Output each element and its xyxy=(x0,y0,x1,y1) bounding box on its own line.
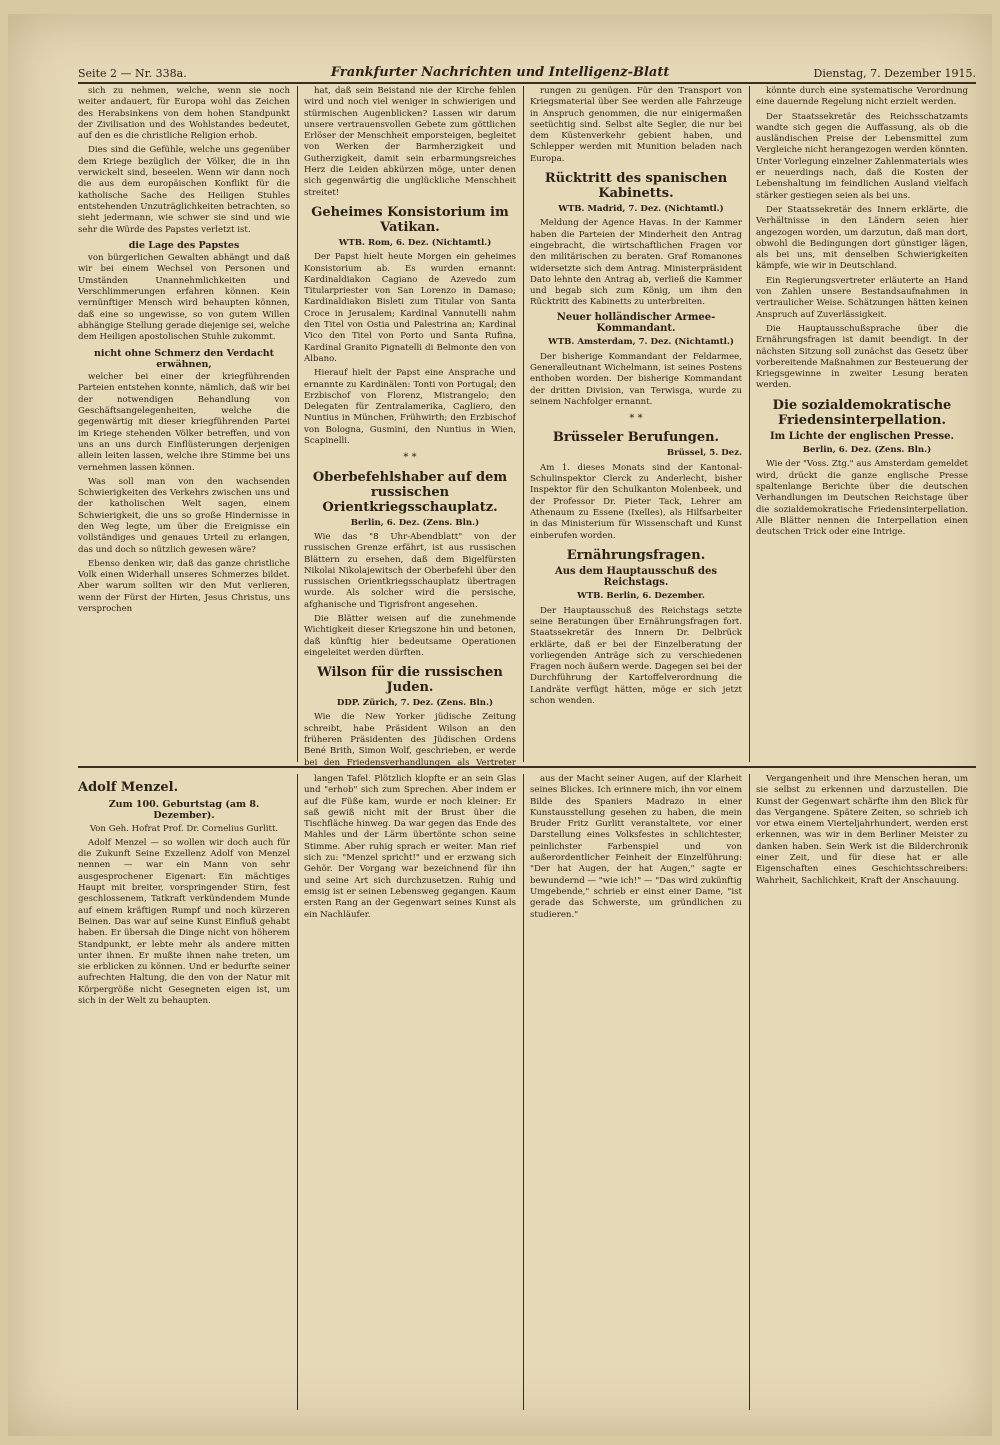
page-masthead xyxy=(78,58,976,84)
column-rule xyxy=(749,774,750,1410)
menzel-column-2 xyxy=(304,774,516,1414)
column-2 xyxy=(304,86,516,766)
dateline: DDP. Zürich, 7. Dez. (Zens. Bln.) xyxy=(336,698,494,709)
paragraph: Dies sind die Gefühle, welche uns gegenüber dem Kriege bezüglich der Völker, die in ihn verwickelt sind, beseelen. Wenn wir dann noch die aus dem europäischen Konflikt für die katholische Sache des Heiligen Stuhles entstehenden Unzuträglichkeiten betrachten, so sieht jedermann, wie schwer sie sind und wie sehr die Würde des Papstes verletzt ist. xyxy=(78,145,290,235)
paragraph: Ebenso denken wir, daß das ganze christliche Volk einen Widerhall unseres Schmerzes bildet. Aber warum sollten wir den Mut verlieren, wenn der Fürst der Hirten, Jesus Christus, uns versprochen xyxy=(78,558,290,615)
menzel-column-1 xyxy=(78,774,290,1414)
newspaper-name: Frankfurter Nachrichten und Intelligenz-Blatt xyxy=(330,65,670,80)
paragraph: welcher bei einer der kriegführenden Parteien entstehen konnte, nämlich, daß wir bei der notwendigen Behandlung von Geschäftsangelegenheiten, welche die gegenwärtig mit dieser kriegführenden Partei im Kriege stehenden Völker betreffen, und von uns an uns durch Einflüsterungen derjenigen allein leiten lassen, welche ihre Stimme bei uns vernehmen lassen können. xyxy=(78,372,290,473)
paragraph: könnte durch eine systematische Verordnung eine dauernde Regelung nicht erzielt werden. xyxy=(756,86,968,108)
menzel-author: Von Geh. Hofrat Prof. Dr. Cornelius Gurlitt. xyxy=(89,823,279,834)
subheading: die Lage des Papstes xyxy=(128,239,240,251)
paragraph: Wie das "8 Uhr-Abendblatt" von der russischen Grenze erfährt, ist aus russischen Blättern zu ersehen, daß dem Bigelfürsten Nikolai Nikolajewitsch der Oberbefehl über den russischen Orientkriegsschauplatz übertragen wurde. Als solcher wird die persische, afghanische und Tigrisfront angesehen. xyxy=(304,531,516,610)
dateline: WTB. Madrid, 7. Dez. (Nichtamtl.) xyxy=(558,204,724,215)
paragraph: Der Staatssekretär des Reichsschatzamts wandte sich gegen die Auffassung, als ob die ausländischen Preise der Lebensmittel zum Vergleiche nicht herangezogen werden könnten. Unter Vorlegung einzelner Zahlenmaterials wies er neuerdings nach, daß die Kosten der Lebenshaltung im feindlichen Ausland vielfach stärker gestiegen seien als bei uns. xyxy=(756,111,968,201)
paragraph: Adolf Menzel — so wollen wir doch auch für die Zukunft Seine Exzellenz Adolf von Menzel nennen — war ein Mann von sehr ausgesprochener Eigenart: Ein mächtiges Haupt mit breiter, vorspringender Stirn, fest geschlossenem, Tatkraft verkündendem Munde auf einem kräftigen Rumpf und noch kürzeren Beinen. Das war auf seine Kunst Einfluß gehabt haben. Er übersah die Dinge nicht von höherem Standpunkt, er lebte mehr als andere mitten unter ihnen. Er mußte ihnen nahe treten, um sie erblicken zu können. Und er bedurfte seiner aufrechten Haltung, die den von der Natur mit Körpergröße nicht Gesegneten eigen ist, um sich in der Welt zu behaupten. xyxy=(78,837,290,1007)
column-3 xyxy=(530,86,742,766)
menzel-title: Adolf Menzel. xyxy=(78,780,179,795)
paragraph: Was soll man von den wachsenden Schwierigkeiten des Verkehrs zwischen uns und der katholischen Welt sagen, einem Schwierigkeit, die uns so große Hindernisse in den Weg legte, um über die Ereignisse ein vollständiges und genaues Urteil zu erlangen, das und doch so nützlich gewesen wäre? xyxy=(78,476,290,555)
menzel-column-4 xyxy=(756,774,968,1414)
paragraph: Der Staatssekretär des Innern erklärte, die Verhältnisse in den Ländern seien hier angezogen worden, um darzutun, daß man dort, obwohl die Bedingungen dort günstiger lägen, als bei uns, mit denselben Schwierigkeiten kämpfe, wie wir in Deutschland. xyxy=(756,204,968,272)
separator: * * xyxy=(629,413,643,425)
paragraph: von bürgerlichen Gewalten abhängt und daß wir bei einem Wechsel von Personen und Umständen Unannehmlichkeiten und Verschlimmerungen erfahren können. Kein vernünftiger Mensch wird behaupten können, daß eine so ungewisse, so von gutem Willen abhängige Stellung gerade diejenige sei, welche dem Heiligen apostolischen Stuhle zukommt. xyxy=(78,253,290,343)
paragraph: Der Papst hielt heute Morgen ein geheimes Konsistorium ab. Es wurden ernannt: Kardinaldiakon Cagiano de Azevedo zum Titularpriester von San Lorenzo in Damaso; Kardinaldiakon Bisleti zum Titular von Santa Croce in Jerusalem; Kardinal Vannutelli nahm den Titel von Ostia und Palestrina an; Kardinal Vico den Titel von Porto und Santa Rufina, Kardinal Granito Pignatelli di Belmonte den von Albano. xyxy=(304,252,516,364)
paragraph: aus der Macht seiner Augen, auf der Klarheit seines Blickes. Ich erinnere mich, ihn vor einem Bilde des Spaniers Madrazo in einer Kunstausstellung gesehen zu haben, die mein Bruder Fritz Gurlitt veranstaltete, vor einer Darstellung eines Volksfestes in schlichtester, peinlichster Farbenspiel und von außerordentlicher Feinheit der Einzelführung: "Der hat Augen, der hat Augen," sagte er bewundernd — "wie ich!" — "Das wird zukünftig Umgebende," schrieb er einst einer Dame, "ist gerade das Schwerste, um gründlichen zu studieren." xyxy=(530,774,742,920)
column-rule xyxy=(523,86,524,762)
paragraph: Die Blätter weisen auf die zunehmende Wichtigkeit dieser Kriegszone hin und betonen, daß künftig hier bedeutsame Operationen eingeleitet werden dürften. xyxy=(304,613,516,658)
menzel-column-3 xyxy=(530,774,742,1414)
dateline: WTB. Rom, 6. Dez. (Nichtamtl.) xyxy=(338,237,492,248)
headline-armee-kommandant: Neuer holländischer Armee-Kommandant. xyxy=(556,311,716,335)
paragraph: Hierauf hielt der Papst eine Ansprache und ernannte zu Kardinälen: Tonti von Portugal; den Erzbischof von Florenz, Mistrangelo; den Delegaten für Zentralamerika, Cagliero, den Nuntius in München, Frühwirth; den Erzbischof von Bologna, Gusmini, den Nuntius in Wien, Scapinelli. xyxy=(304,368,516,447)
paragraph: Wie die New Yorker jüdische Zeitung schreibt, habe Präsident Wilson an den früheren Präsidenten des Jüdischen Ordens Bené Brith, Simon Wolf, geschrieben, er werde bei den Friedensverhandlungen als Vertreter xyxy=(304,712,516,766)
paragraph: Ein Regierungsvertreter erläuterte an Hand von Zahlen unsere Bestandsaufnahmen in vertraulicher Weise. Schätzungen hätten keinen Anspruch auf Zuverlässigkeit. xyxy=(756,275,968,320)
paragraph: hat, daß sein Beistand nie der Kirche fehlen wird und noch viel weniger in schwierigen und stürmischen Augenblicken? Lassen wir darum unsere vertrauensvollen Gebete zum göttlichen Erlöser der Menschheit emporsteigen, begleitet von Werken der Barmherzigkeit und Gutherzigkeit, damit sein erbarmungsreiches Herz die Leiden abkürzen möge, unter denen sich gegenwärtig die unglückliche Menschheit streitet! xyxy=(304,86,516,198)
subheadline-ernaehrung: Aus dem Hauptausschuß des Reichstags. xyxy=(554,565,718,589)
paragraph: Die Hauptausschußsprache über die Ernährungsfragen ist damit beendigt. In der nächsten Sitzung soll zunächst das Gesetz über vorbereitende Maßnahmen zur Besteuerung der Kriegsgewinne in zweiter Lesung beraten werden. xyxy=(756,323,968,391)
column-rule xyxy=(749,86,750,762)
column-1 xyxy=(78,86,290,766)
paragraph: rungen zu genügen. Für den Transport von Kriegsmaterial über See werden alle Fahrzeuge in Anspruch genommen, die nur einigermaßen seetüchtig sind. Selbst alte Segler, die nur bei dem Küstenverkehr gebient haben, und Schlepper werden mit Munition beladen nach Europa. xyxy=(530,86,742,164)
headline-berufungen: Brüsseler Berufungen. xyxy=(552,430,720,446)
headline-konsistorium: Geheimes Konsistorium im Vatikan. xyxy=(311,204,509,235)
issue-date: Dienstag, 7. Dezember 1915. xyxy=(813,67,976,80)
paragraph: Vergangenheit und ihre Menschen heran, um sie selbst zu erkennen und darzustellen. Die Kunst der Gegenwart schärfte ihm den Blick für das Vergangene. Spätere Zeiten, so schrieb ich vor etwa einem Vierteljahrhundert, werden erst erkennen, was wir in dem Berliner Meister zu danken haben. Sein Werk ist die Bilderchronik einer Zeit, und für diese hat er alle Eigenschaften eines Geschichtsschreibers: Wahrheit, Sachlichkeit, Kraft der Anschauung. xyxy=(756,774,968,886)
headline-oberbefehlshaber: Oberbefehlshaber auf dem russischen Orientkriegsschauplatz. xyxy=(312,469,508,515)
column-rule xyxy=(297,86,298,762)
headline-friedensinterpellation: Die sozialdemokratische Friedensinterpellation. xyxy=(772,397,952,428)
paragraph: Der Hauptausschuß des Reichstags setzte seine Beratungen über Ernährungsfragen fort. Staatssekretär des Innern Dr. Delbrück erklärte, daß er bei der Einzelberatung der vorliegenden Anträge sich zu verschiedenen Fragen noch äußern werde. Dagegen sei bei der Durchführung der Kartoffelverordnung die Landräte verfügt hätten, möge er sich jetzt schon wenden. xyxy=(530,605,742,707)
dateline: Brüssel, 5. Dez. xyxy=(666,448,742,459)
headline-ruecktritt: Rücktritt des spanischen Kabinetts. xyxy=(544,171,728,202)
column-rule xyxy=(523,774,524,1410)
paragraph: Meldung der Agence Havas. In der Kammer haben die Parteien der Minderheit den Antrag eingebracht, die wirtschaftlichen Fragen vor den militärischen zu beraten. Graf Romanones widersetzte sich dem Antrag. Ministerpräsident Dato lehnte den Antrag ab, verließ die Kammer und begab sich zum König, um ihm den Rücktritt des Kabinetts zu unterbreiten. xyxy=(530,218,742,308)
feuilleton-rule xyxy=(78,766,976,768)
separator: * * xyxy=(403,452,417,464)
paragraph: Am 1. dieses Monats sind der Kantonal-Schulinspektor Clerck zu Anderlecht, bisher Inspektor für den Schulkanton Molenbeek, und der Professor Dr. Pieter Tack, Lehrer am Athenaum zu Essene (Ixelles), als Hilfsarbeiter in das Ministerium für Wissenschaft und Kunst einberufen worden. xyxy=(530,462,742,541)
page-number: Seite 2 — Nr. 338a. xyxy=(78,67,187,80)
paragraph: Wie der "Voss. Ztg." aus Amsterdam gemeldet wird, drückt die ganze englische Presse spaltenlange Berichte über die deutschen Verhandlungen im Deutschen Reichstage über die sozialdemokratische Friedensinterpellation. Alle Blätter nennen die Interpellation einen deutschen Trick oder eine Intrige. xyxy=(756,459,968,538)
column-rule xyxy=(297,774,298,1410)
subheading: nicht ohne Schmerz den Verdacht erwähnen, xyxy=(93,347,275,370)
subheadline-presse: Im Lichte der englischen Presse. xyxy=(769,430,955,442)
paragraph: Der bisherige Kommandant der Feldarmee, Generalleutnant Wichelmann, ist seines Postens enthoben worden. Der bisherige Kommandant der dritten Division, van Terwisga, wurde zu seinem Nachfolger ernannt. xyxy=(530,351,742,407)
menzel-subtitle: Zum 100. Geburtstag (am 8. Dezember). xyxy=(108,799,260,822)
column-4 xyxy=(756,86,968,766)
headline-wilson: Wilson für die russischen Juden. xyxy=(317,665,503,696)
paragraph: langen Tafel. Plötzlich klopfte er an sein Glas und "erhob" sich zum Sprechen. Aber indem er auf die Füße kam, wurde er noch kleiner: Er saß gewiß nicht mit der Brust über die Tischfläche hinweg. Da war gegen das Ende des Mahles und der Lärm übertönte schon seine Stimme. Aber ruhig sprach er weiter. Man rief sich zu: "Menzel spricht!" und er erzwang sich Gehör. Der Vorgang war bezeichnend für ihn und seine Art sich durchzusetzen. Ruhig und emsig ist er seinen Lebensweg gegangen. Kaum ersten Rang an der Gegenwart seines Kunst als ein Nachläufer. xyxy=(304,774,516,920)
dateline: Berlin, 6. Dez. (Zens. Bln.) xyxy=(802,445,932,456)
headline-ernaehrung: Ernährungsfragen. xyxy=(566,547,706,563)
dateline: WTB. Berlin, 6. Dezember. xyxy=(577,591,705,602)
paragraph: sich zu nehmen, welche, wenn sie noch weiter andauert, für Europa wohl das Zeichen des Herabsinkens von dem hohen Standpunkt der Zivilisation und des Wohlstandes bedeutet, auf den es die christliche Religion erhob. xyxy=(78,86,290,142)
dateline: WTB. Amsterdam, 7. Dez. (Nichtamtl.) xyxy=(548,337,734,348)
newspaper-page xyxy=(8,14,992,1436)
dateline: Berlin, 6. Dez. (Zens. Bln.) xyxy=(350,517,480,528)
